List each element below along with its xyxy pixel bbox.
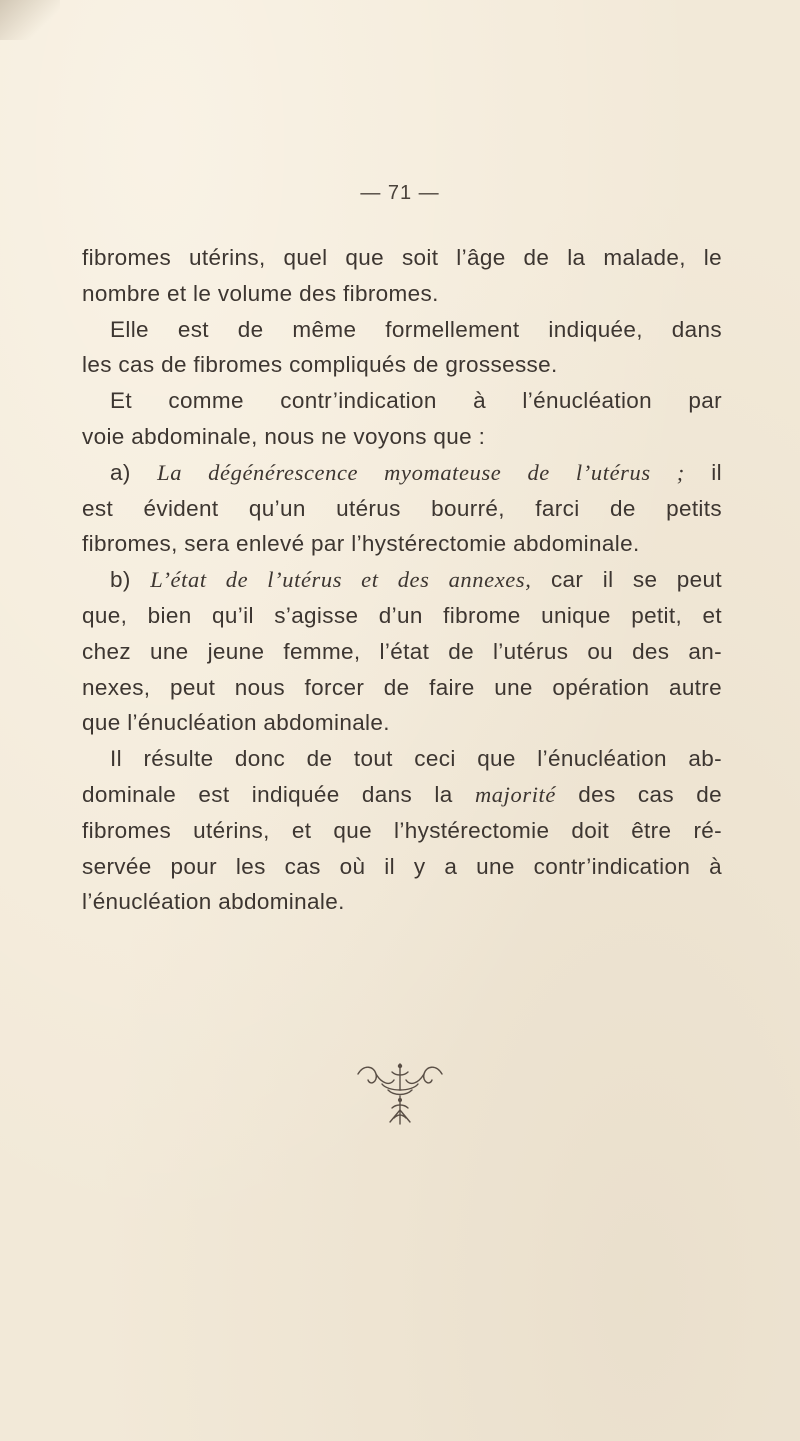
text-line: chez une jeune femme, l’état de l’utérus ou des an- — [82, 638, 722, 664]
text-line: fibromes, sera enlevé par l’hystérectomie abdominale. — [82, 531, 640, 557]
list-item-b-line — [82, 562, 722, 598]
list-item-a-text: il — [711, 459, 722, 485]
list-item-b-label: b) — [110, 567, 131, 593]
page-number: — 71 — — [360, 182, 440, 204]
text-line: est évident qu’un utérus bourré, farci de petits — [82, 495, 722, 521]
text-line: voie abdominale, nous ne voyons que : — [82, 423, 486, 449]
emphasis-text: majorité — [474, 781, 556, 807]
text-line: fibromes utérins, et que l’hystérectomie doit être ré- — [82, 817, 722, 843]
list-item-a-label: a) — [110, 459, 131, 485]
text-line: Il résulte donc de tout ceci que l’énucléation ab- — [110, 746, 722, 772]
text-line: nexes, peut nous forcer de faire une opération autre — [82, 674, 722, 700]
text-line: nombre et le volume des fibromes. — [82, 280, 439, 306]
fleuron-ornament-icon — [352, 1060, 448, 1132]
text-line: fibromes utérins, quel que soit l’âge de la malade, le — [82, 245, 722, 270]
text-line: les cas de fibromes compliqués de grossesse. — [82, 352, 558, 378]
text-line-mixed — [82, 777, 722, 813]
text-line: que, bien qu’il s’agisse d’un fibrome unique petit, et — [82, 602, 722, 628]
text-line: Et comme contr’indication à l’énucléation par — [110, 388, 722, 414]
text-line: l’énucléation abdominale. — [82, 889, 345, 915]
text-span: dominale est indiquée dans la — [82, 781, 453, 807]
text-line: Elle est de même formellement indiquée, dans — [110, 316, 722, 342]
list-item-a-title: La dégénérescence myomateuse de l’utérus ; — [157, 459, 685, 485]
text-line: servée pour les cas où il y a une contr’indication à — [82, 853, 722, 879]
page-corner-shadow — [0, 0, 60, 40]
text-line: que l’énucléation abdominale. — [82, 710, 390, 736]
list-item-b-text: car il se peut — [550, 567, 722, 593]
list-item-b-title: L’état de l’utérus et des annexes, — [150, 567, 532, 593]
text-span: des cas de — [578, 781, 722, 807]
list-item-a-line — [82, 455, 722, 491]
body-text — [82, 240, 722, 920]
